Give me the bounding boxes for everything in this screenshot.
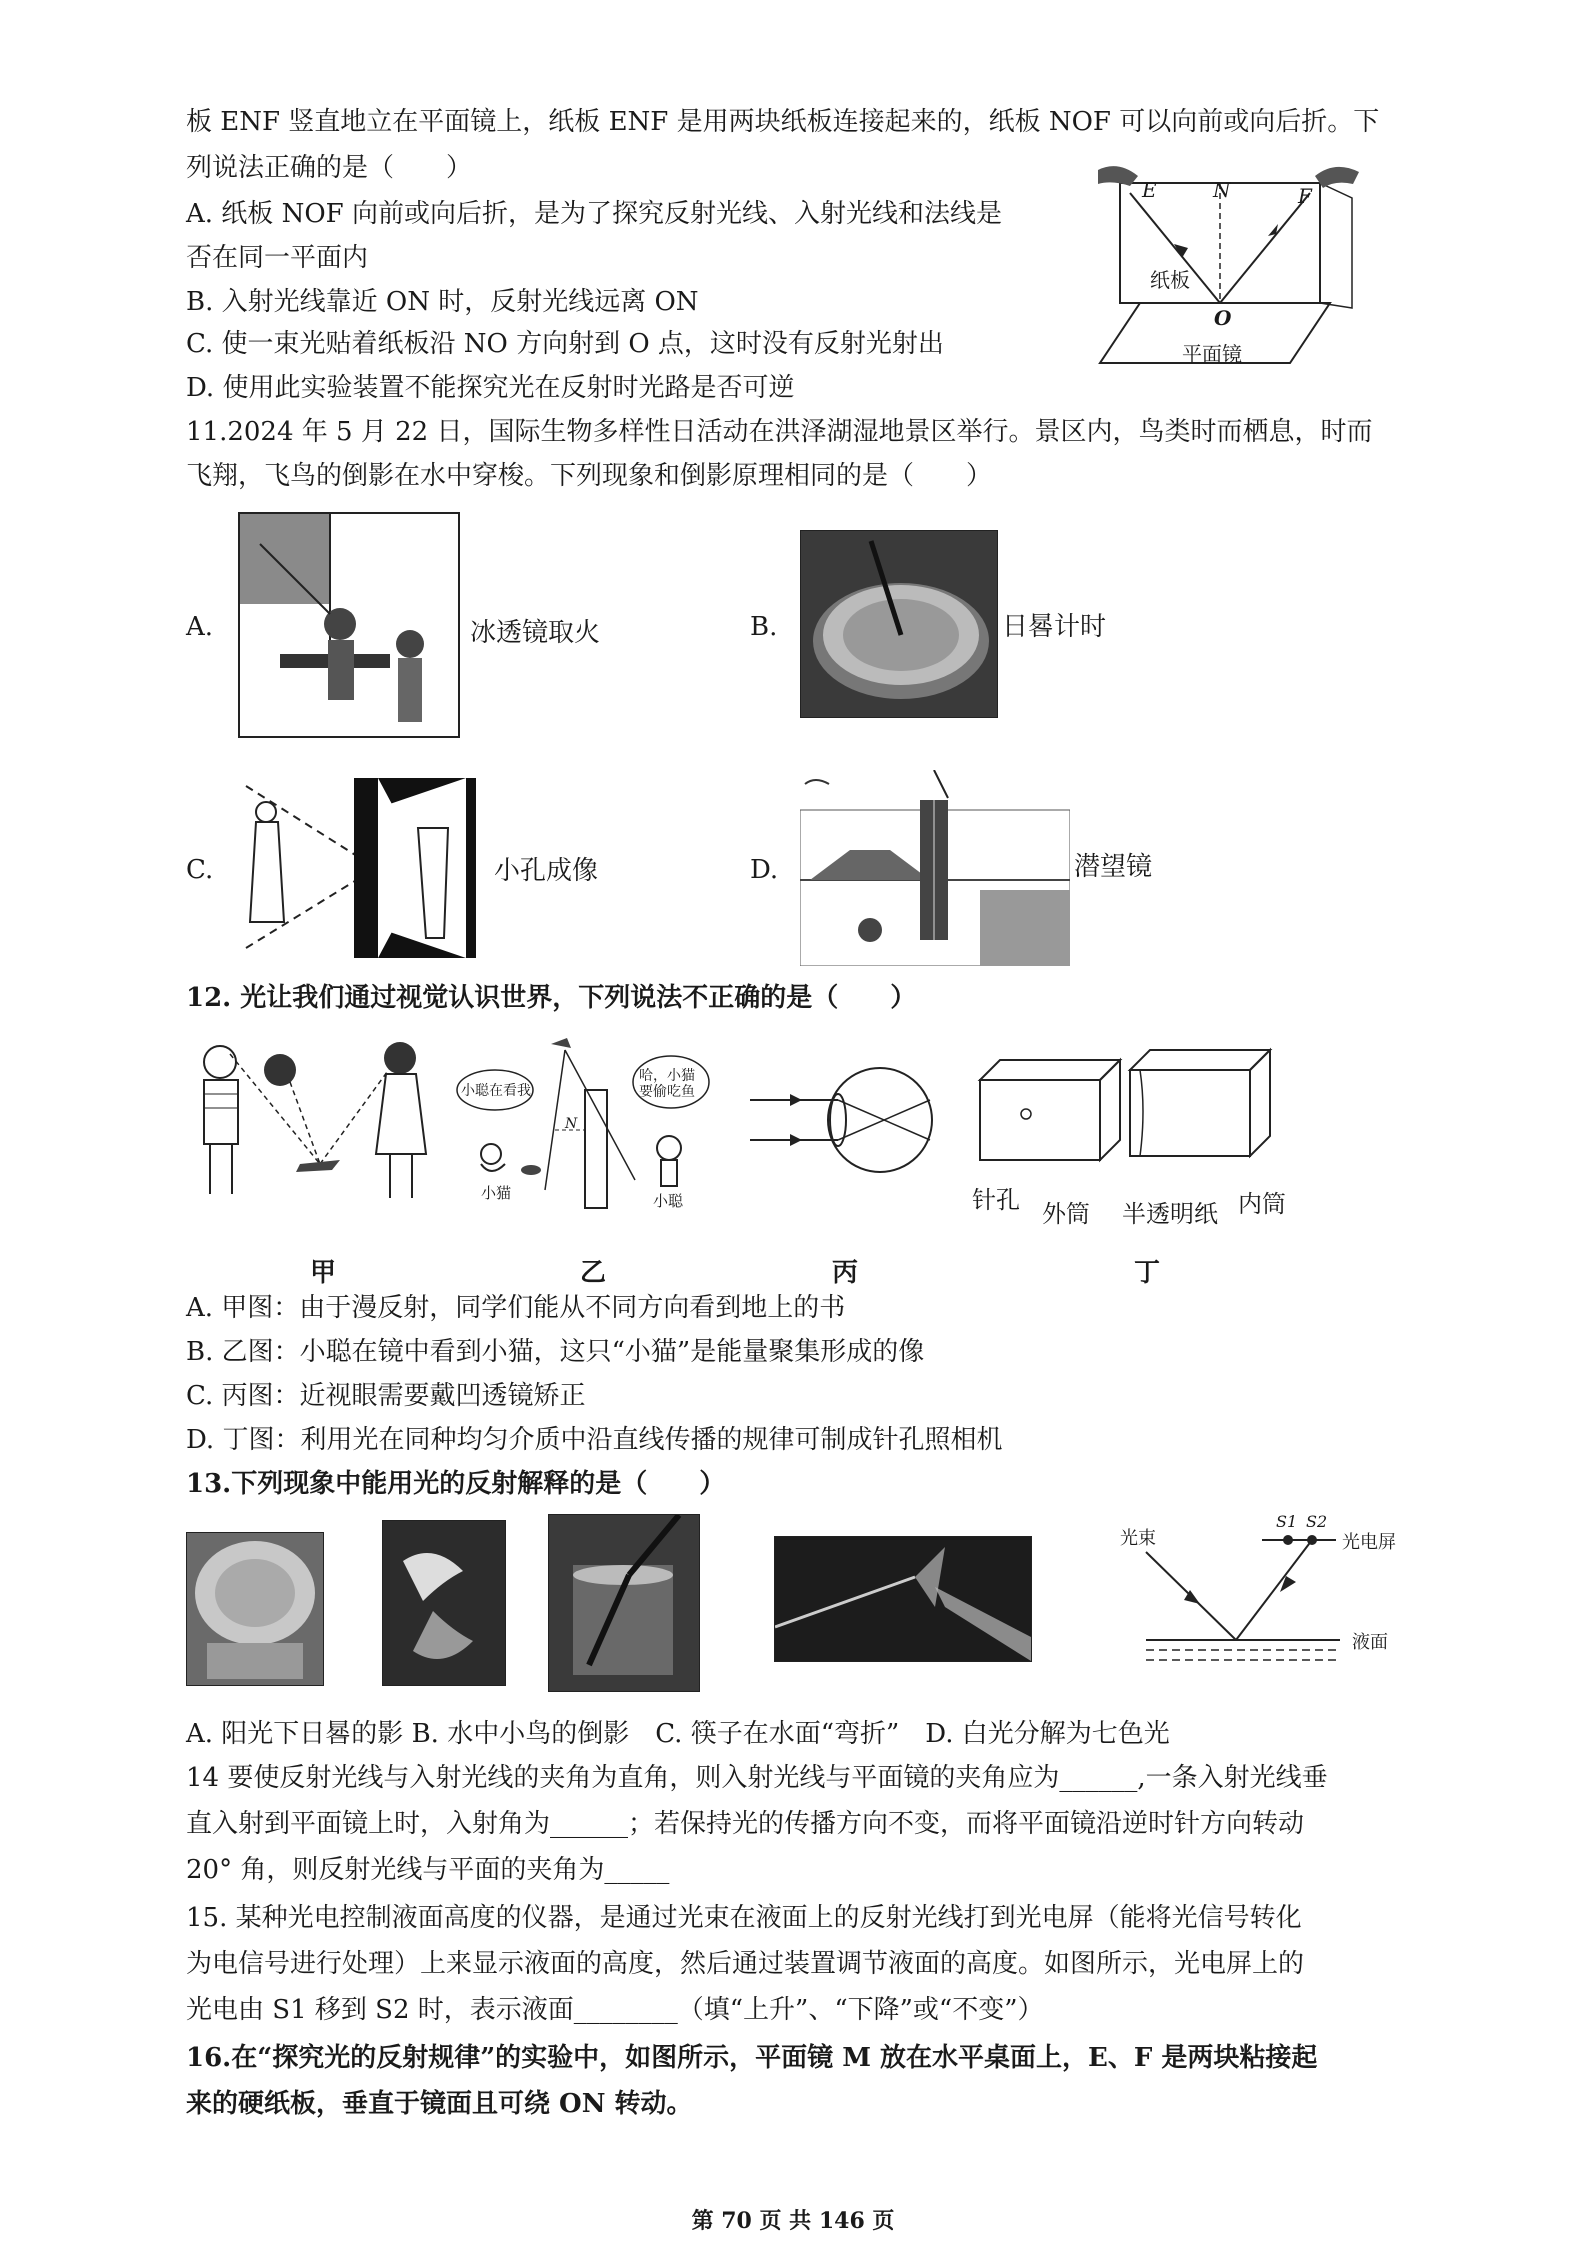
q10-option-d: D. 使用此实验装置不能探究光在反射时光路是否可逆 xyxy=(186,373,795,403)
q12-label-ding: 丁 xyxy=(1134,1258,1161,1288)
q10-stem-line1: 板 ENF 竖直地立在平面镜上，纸板 ENF 是用两块纸板连接起来的，纸板 NOF 可以向前或向后折。下 xyxy=(186,107,1380,137)
q12-option-a: A. 甲图：由于漫反射，同学们能从不同方向看到地上的书 xyxy=(186,1293,846,1323)
q10-label-board: 纸板 xyxy=(1150,268,1190,292)
q11-sundial-photo xyxy=(800,530,998,718)
q15-line2: 为电信号进行处理）上来显示液面的高度，然后通过装置调节液面的高度。如图所示，光电屏上的 xyxy=(186,1949,1305,1979)
q11-stem-line1: 11.2024 年 5 月 22 日，国际生物多样性日活动在洪泽湖湿地景区举行。景区内，鸟类时而栖息，时而 xyxy=(186,417,1373,447)
q11-option-a-letter: A. xyxy=(186,612,214,642)
q12-label-jia: 甲 xyxy=(310,1258,337,1288)
q13-chopstick-photo xyxy=(548,1514,700,1692)
q12-option-c: C. 丙图：近视眼需要戴凹透镜矫正 xyxy=(186,1381,586,1411)
q11-stem-line2: 飞翔，飞鸟的倒影在水中穿梭。下列现象和倒影原理相同的是（ ） xyxy=(186,461,993,491)
q15-line1: 15. 某种光电控制液面高度的仪器，是通过光束在液面上的反射光线打到光电屏（能将光信号转化 xyxy=(186,1903,1302,1933)
q11-option-c-letter: C. xyxy=(186,855,214,885)
q13-stem: 13.下列现象中能用光的反射解释的是（ ） xyxy=(186,1469,726,1499)
q10-label-mirror: 平面镜 xyxy=(1182,342,1242,366)
q11-caption-d: 潜望镜 xyxy=(1074,852,1153,882)
q12-bubble-left: 小聪在看我 xyxy=(461,1083,531,1099)
q11-option-d-letter: D. xyxy=(750,855,779,885)
q12-normal-label: N xyxy=(565,1116,578,1132)
q10-stem-line2: 列说法正确的是（ ） xyxy=(186,153,473,183)
q15-line3: 光电由 S1 移到 S2 时，表示液面________（填“上升”、“下降”或“不变”） xyxy=(186,1995,1044,2025)
q10-option-b: B. 入射光线靠近 ON 时，反射光线远离 ON xyxy=(186,287,699,317)
q12-option-b: B. 乙图：小聪在镜中看到小猫，这只“小猫”是能量聚集形成的像 xyxy=(186,1337,925,1367)
q13-sundial-photo xyxy=(186,1532,324,1686)
page-number-footer: 第 70 页 共 146 页 xyxy=(691,2208,895,2234)
q13-screen-label: 光电屏 xyxy=(1342,1532,1396,1553)
q12-boy-label: 小聪 xyxy=(653,1192,684,1210)
q10-option-c: C. 使一束光贴着纸板沿 NO 方向射到 O 点，这时没有反射光射出 xyxy=(186,329,944,359)
q12-fig-bing xyxy=(750,1056,960,1186)
q11-ice-lens-picture xyxy=(238,512,460,738)
q13-s2-label: S2 xyxy=(1306,1512,1328,1531)
q10-option-a-line1: A. 纸板 NOF 向前或向后折，是为了探究反射光线、入射光线和法线是 xyxy=(186,199,1002,229)
q10-label-e: E xyxy=(1142,178,1157,202)
q11-pinhole-picture xyxy=(226,778,476,958)
q14-line3: 20° 角，则反射光线与平面的夹角为_____ xyxy=(186,1855,670,1885)
q12-ding-inner: 内筒 xyxy=(1238,1190,1286,1218)
q11-periscope-picture xyxy=(800,770,1070,966)
q13-liquid-level-diagram xyxy=(1116,1512,1416,1670)
q14-line2: 直入射到平面镜上时，入射角为______；若保持光的传播方向不变，而将平面镜沿逆时针方向转动 xyxy=(186,1809,1305,1839)
q12-option-d: D. 丁图：利用光在同种均匀介质中沿直线传播的规律可制成针孔照相机 xyxy=(186,1425,1003,1455)
q10-label-n: N xyxy=(1213,178,1231,202)
q16-line1: 16.在“探究光的反射规律”的实验中，如图所示，平面镜 M 放在水平桌面上，E、F 是两块粘接起 xyxy=(186,2043,1318,2073)
q13-prism-photo xyxy=(774,1536,1032,1662)
q11-option-b-letter: B. xyxy=(750,612,778,642)
q11-caption-c: 小孔成像 xyxy=(494,856,599,886)
q12-stem: 12. 光让我们通过视觉认识世界，下列说法不正确的是（ ） xyxy=(186,983,917,1013)
q10-label-o: O xyxy=(1214,306,1232,330)
q12-label-yi: 乙 xyxy=(580,1258,607,1288)
q12-ding-pinhole: 针孔 xyxy=(972,1186,1020,1214)
q12-label-bing: 丙 xyxy=(832,1258,859,1288)
q12-fig-ding xyxy=(970,1040,1290,1240)
q14-line1: 14 要使反射光线与入射光线的夹角为直角，则入射光线与平面镜的夹角应为______,一条入射光线垂 xyxy=(186,1763,1328,1793)
q13-bird-reflection-photo xyxy=(382,1520,506,1686)
q13-surface-label: 液面 xyxy=(1352,1632,1388,1653)
q12-ding-outer: 外筒 xyxy=(1042,1200,1090,1228)
q12-cat-label: 小猫 xyxy=(481,1184,512,1202)
q16-line2: 来的硬纸板，垂直于镜面且可绕 ON 转动。 xyxy=(186,2089,693,2119)
q12-ding-paper: 半透明纸 xyxy=(1122,1200,1218,1228)
q13-beam-label: 光束 xyxy=(1120,1528,1156,1549)
q12-fig-yi xyxy=(455,1030,745,1210)
q10-reflection-figure xyxy=(1090,158,1370,368)
q11-caption-b: 日晷计时 xyxy=(1002,612,1107,642)
q12-fig-jia xyxy=(190,1034,450,1208)
q11-caption-a: 冰透镜取火 xyxy=(470,618,601,648)
q13-options: A. 阳光下日晷的影 B. 水中小鸟的倒影 C. 筷子在水面“弯折” D. 白光分解为七色光 xyxy=(186,1719,1170,1749)
q13-s1-label: S1 xyxy=(1276,1512,1298,1531)
q10-option-a-line2: 否在同一平面内 xyxy=(186,243,369,273)
q12-bubble-right: 哈，小猫要偷吃鱼 xyxy=(639,1068,695,1100)
q10-label-f: F xyxy=(1298,184,1312,208)
